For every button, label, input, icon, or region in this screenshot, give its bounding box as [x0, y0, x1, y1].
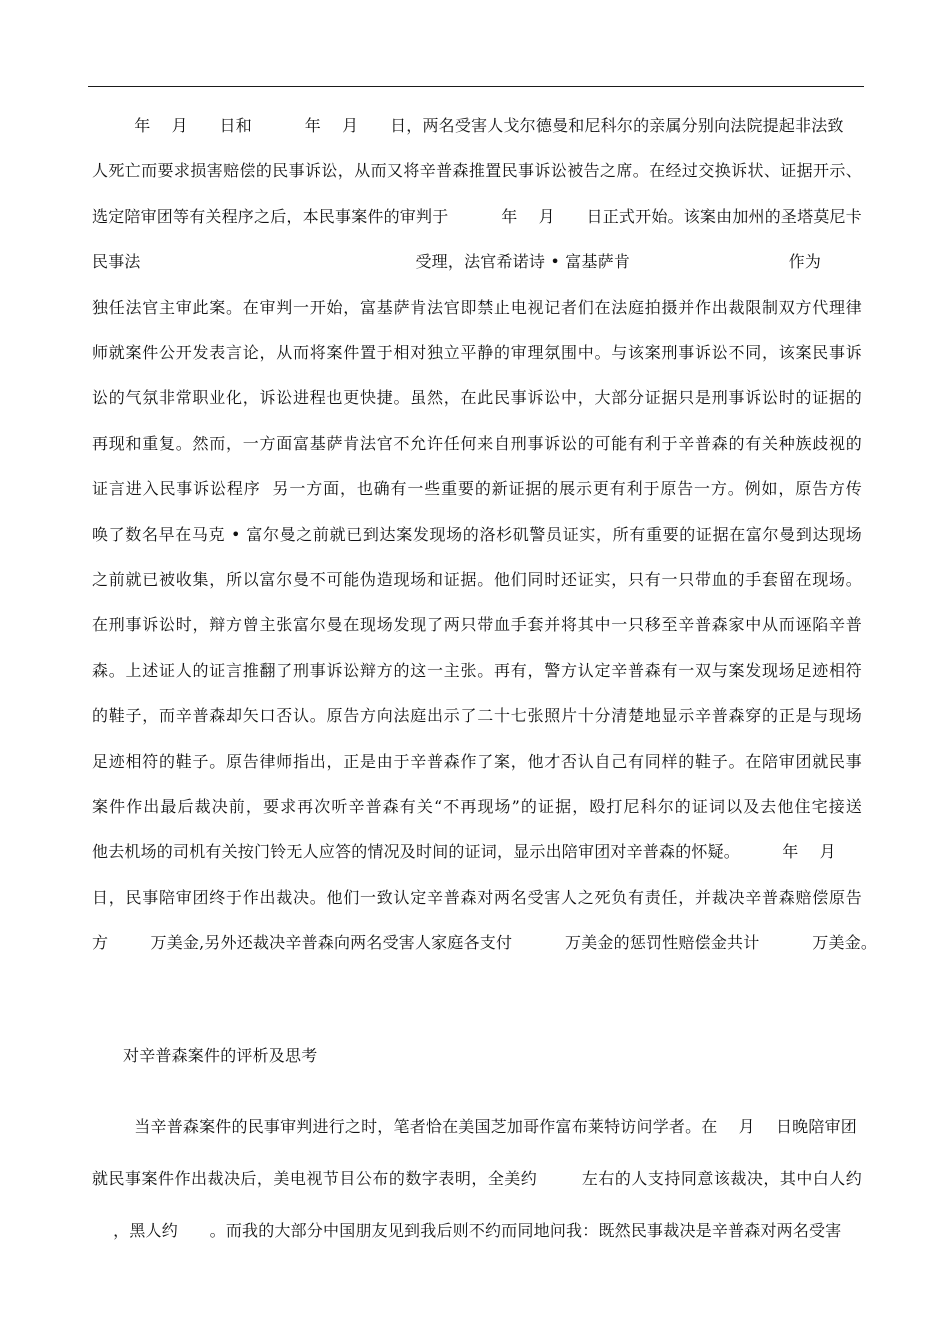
- paragraph-line: 年 月 日和 年 月 日，两名受害人戈尔德曼和尼科尔的亲属分别向法院提起非法致: [92, 116, 844, 135]
- paragraph-line: ，黑人约 。而我的大部分中国朋友见到我后则不约而同地问我：既然民事裁决是辛普森对两名受害: [92, 1221, 842, 1240]
- paragraph-line: 讼的气氛非常职业化，诉讼进程也更快捷。虽然，在此民事诉讼中，大部分证据只是刑事诉讼时的证据的: [92, 388, 862, 408]
- paragraph-line: 当辛普森案件的民事审判进行之时，笔者恰在美国芝加哥作富布莱特访问学者。在 月 日晚陪审团: [92, 1117, 857, 1136]
- section-heading: 对辛普森案件的评析及思考: [123, 1046, 318, 1065]
- paragraph-line: 人死亡而要求损害赔偿的民事诉讼，从而又将辛普森推置民事诉讼被告之席。在经过交换诉状、证据开示、: [92, 161, 862, 181]
- paragraph-line: 唤了数名早在马克 • 富尔曼之前就已到达案发现场的洛杉矶警员证实，所有重要的证据在富尔曼到达现场: [92, 524, 862, 544]
- paragraph-line: 再现和重复。然而，一方面富基萨肯法官不允许任何来自刑事诉讼的可能有利于辛普森的有关种族歧视的: [92, 433, 862, 453]
- paragraph-line: 森。上述证人的证言推翻了刑事诉讼辩方的这一主张。再有，警方认定辛普森有一双与案发现场足迹相符: [92, 660, 862, 680]
- paragraph-line: 案件作出最后裁决前，要求再次听辛普森有关“不再现场”的证据，殴打尼科尔的证词以及去他住宅接送: [92, 797, 862, 816]
- paragraph-line: 之前就已被收集，所以富尔曼不可能伪造现场和证据。他们同时还证实，只有一只带血的手套留在现场。: [92, 570, 862, 589]
- paragraph-line: 足迹相符的鞋子。原告律师指出，正是由于辛普森作了案，他才否认自己有同样的鞋子。在陪审团就民事: [92, 751, 862, 771]
- paragraph-line: 日，民事陪审团终于作出裁决。他们一致认定辛普森对两名受害人之死负有责任，并裁决辛普森赔偿原告: [92, 887, 862, 907]
- paragraph-line: 独任法官主审此案。在审判一开始，富基萨肯法官即禁止电视记者们在法庭拍摄并作出裁限制双方代理律: [92, 297, 862, 317]
- paragraph-line: 证言进入民事诉讼程序 另一方面，也确有一些重要的新证据的展示更有利于原告一方。例如，原告方传: [92, 479, 862, 499]
- paragraph-line: 就民事案件作出裁决后，美电视节目公布的数字表明，全美约 左右的人支持同意该裁决，其中白人约: [92, 1169, 862, 1188]
- paragraph-line: 在刑事诉讼时，辩方曾主张富尔曼在现场发现了两只带血手套并将其中一只移至辛普森家中从而诬陷辛普: [92, 615, 862, 635]
- paragraph-line: 选定陪审团等有关程序之后，本民事案件的审判于 年 月 日正式开始。该案由加州的圣塔莫尼卡: [92, 206, 862, 226]
- paragraph-line: 师就案件公开发表言论，从而将案件置于相对独立平静的审理氛围中。与该案刑事诉讼不同，该案民事诉: [92, 343, 862, 362]
- header-rule: [88, 86, 864, 87]
- paragraph-line: 民事法 受理，法官希诺诗 • 富基萨肯 作为: [92, 252, 822, 272]
- paragraph-line: 方 万美金,另外还裁决辛普森向两名受害人家庭各支付 万美金的惩罚性赔偿金共计 万美金。: [92, 933, 878, 953]
- paragraph-line: 的鞋子，而辛普森却矢口否认。原告方向法庭出示了二十七张照片十分清楚地显示辛普森穿的正是与现场: [92, 706, 862, 726]
- paragraph-line: 他去机场的司机有关按门铃无人应答的情况及时间的证词，显示出陪审团对辛普森的怀疑。 年 月: [92, 842, 836, 862]
